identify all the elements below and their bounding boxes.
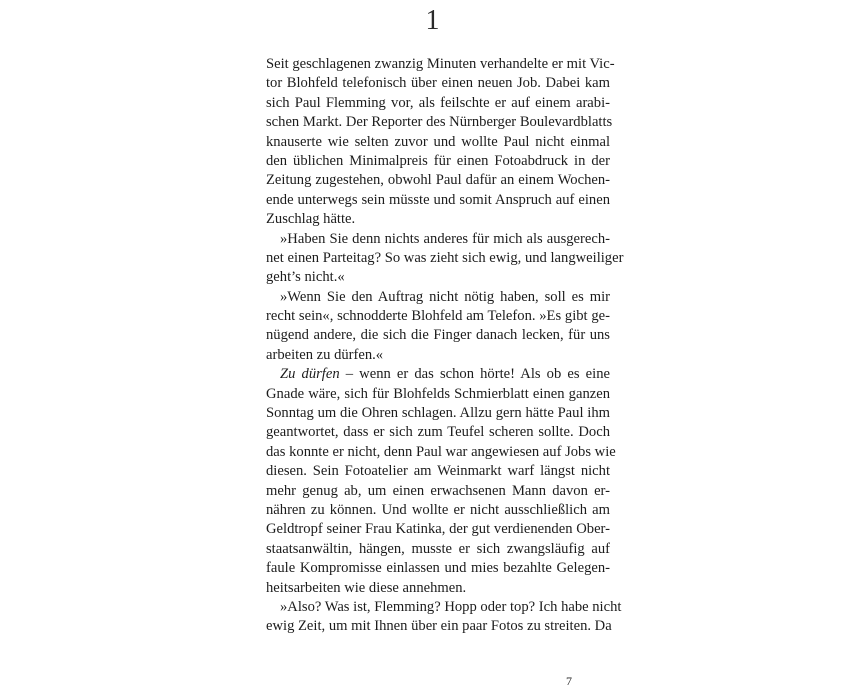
text-segment: Zuschlag hätte. (266, 211, 356, 228)
text-segment: Sonntag um die Ohren schlagen. Allzu gern hätte Paul ihm (266, 405, 610, 422)
text-line (266, 559, 610, 578)
text-line (266, 171, 610, 190)
text-segment: recht sein«, schnodderte Blohfeld am Telefon. »Es gibt ge- (266, 308, 610, 325)
text-line (266, 191, 610, 210)
paragraph (266, 288, 610, 366)
text-segment: »Haben Sie denn nichts anderes für mich als ausgerech- (280, 230, 610, 247)
chapter-number: 1 (425, 5, 440, 36)
text-segment: das konnte er nicht, denn Paul war angewiesen auf Jobs wie (266, 443, 616, 460)
text-line (266, 55, 615, 74)
text-line (266, 617, 610, 636)
text-line (266, 404, 610, 423)
text-line (266, 152, 610, 171)
text-segment: »Also? Was ist, Flemming? Hopp oder top? Ich habe nicht (280, 598, 622, 615)
emphasis-text: Zu dürfen (280, 366, 340, 383)
text-line (266, 365, 610, 384)
text-segment: Geldtropf seiner Frau Katinka, der gut verdienenden Ober- (266, 521, 610, 538)
text-line (266, 482, 610, 501)
text-line (266, 307, 610, 326)
text-segment: arbeiten zu dürfen.« (266, 346, 384, 363)
text-line (266, 579, 610, 598)
text-segment: geht’s nicht.« (266, 269, 345, 286)
text-line (266, 74, 610, 93)
text-segment: faule Kompromisse einlassen und mies bezahlte Gelegen- (266, 560, 610, 577)
text-line (266, 443, 616, 462)
text-line (266, 326, 610, 345)
text-line (266, 133, 610, 152)
text-line (266, 230, 610, 249)
text-segment: ende unterwegs sein müsste und somit Anspruch auf einen (266, 191, 610, 208)
text-line (266, 423, 610, 442)
text-line (266, 249, 624, 268)
text-line (266, 598, 622, 617)
text-line (266, 346, 610, 365)
page-number: 7 (566, 674, 572, 688)
text-segment: nügend andere, die sich die Finger danach lecken, für uns (266, 327, 610, 344)
text-segment: heitsarbeiten wie diese annehmen. (266, 579, 467, 596)
text-line (266, 113, 613, 132)
text-segment: Gnade wäre, sich für Blohfelds Schmierblatt einen ganzen (266, 385, 610, 402)
text-line (266, 501, 610, 520)
text-segment: net einen Parteitag? So was zieht sich ewig, und langweiliger (266, 249, 624, 266)
text-line (266, 385, 610, 404)
text-segment: staatsanwältin, hängen, musste er sich zwangsläufig auf (266, 540, 610, 557)
text-segment: mehr genug ab, um einen erwachsenen Mann davon er- (266, 482, 610, 499)
text-segment: sich Paul Flemming vor, als feilschte er auf einem arabi- (266, 94, 610, 111)
paragraph (266, 598, 622, 637)
text-line (266, 462, 610, 481)
text-segment: – wenn er das schon hörte! Als ob es eine (339, 366, 610, 383)
text-segment: den üblichen Minimalpreis für einen Fotoabdruck in der (266, 152, 610, 169)
text-segment: nähren zu können. Und wollte er nicht ausschließlich am (266, 501, 610, 518)
text-segment: ewig Zeit, um mit Ihnen über ein paar Fotos zu streiten. Da (266, 618, 612, 635)
text-line (266, 94, 610, 113)
text-line (266, 288, 610, 307)
text-line (266, 210, 610, 229)
text-segment: »Wenn Sie den Auftrag nicht nötig haben, soll es mir (280, 288, 610, 305)
paragraph (266, 55, 615, 230)
paragraph (266, 230, 624, 288)
text-segment: diesen. Sein Fotoatelier am Weinmarkt warf längst nicht (266, 463, 610, 480)
text-segment: Seit geschlagenen zwanzig Minuten verhandelte er mit Vic- (266, 56, 615, 72)
body-text (266, 55, 624, 637)
text-segment: Zeitung zugestehen, obwohl Paul dafür an einem Wochen- (266, 172, 610, 189)
text-line (266, 520, 610, 539)
paragraph (266, 365, 616, 598)
text-segment: geantwortet, dass er sich zum Teufel scheren sollte. Doch (266, 424, 610, 441)
text-segment: schen Markt. Der Reporter des Nürnberger Boulevardblatts (266, 114, 613, 131)
text-segment: knauserte wie selten zuvor und wollte Paul nicht einmal (266, 133, 610, 150)
text-line (266, 540, 610, 559)
text-segment: tor Blohfeld telefonisch über einen neuen Job. Dabei kam (266, 75, 610, 92)
text-line (266, 268, 610, 287)
